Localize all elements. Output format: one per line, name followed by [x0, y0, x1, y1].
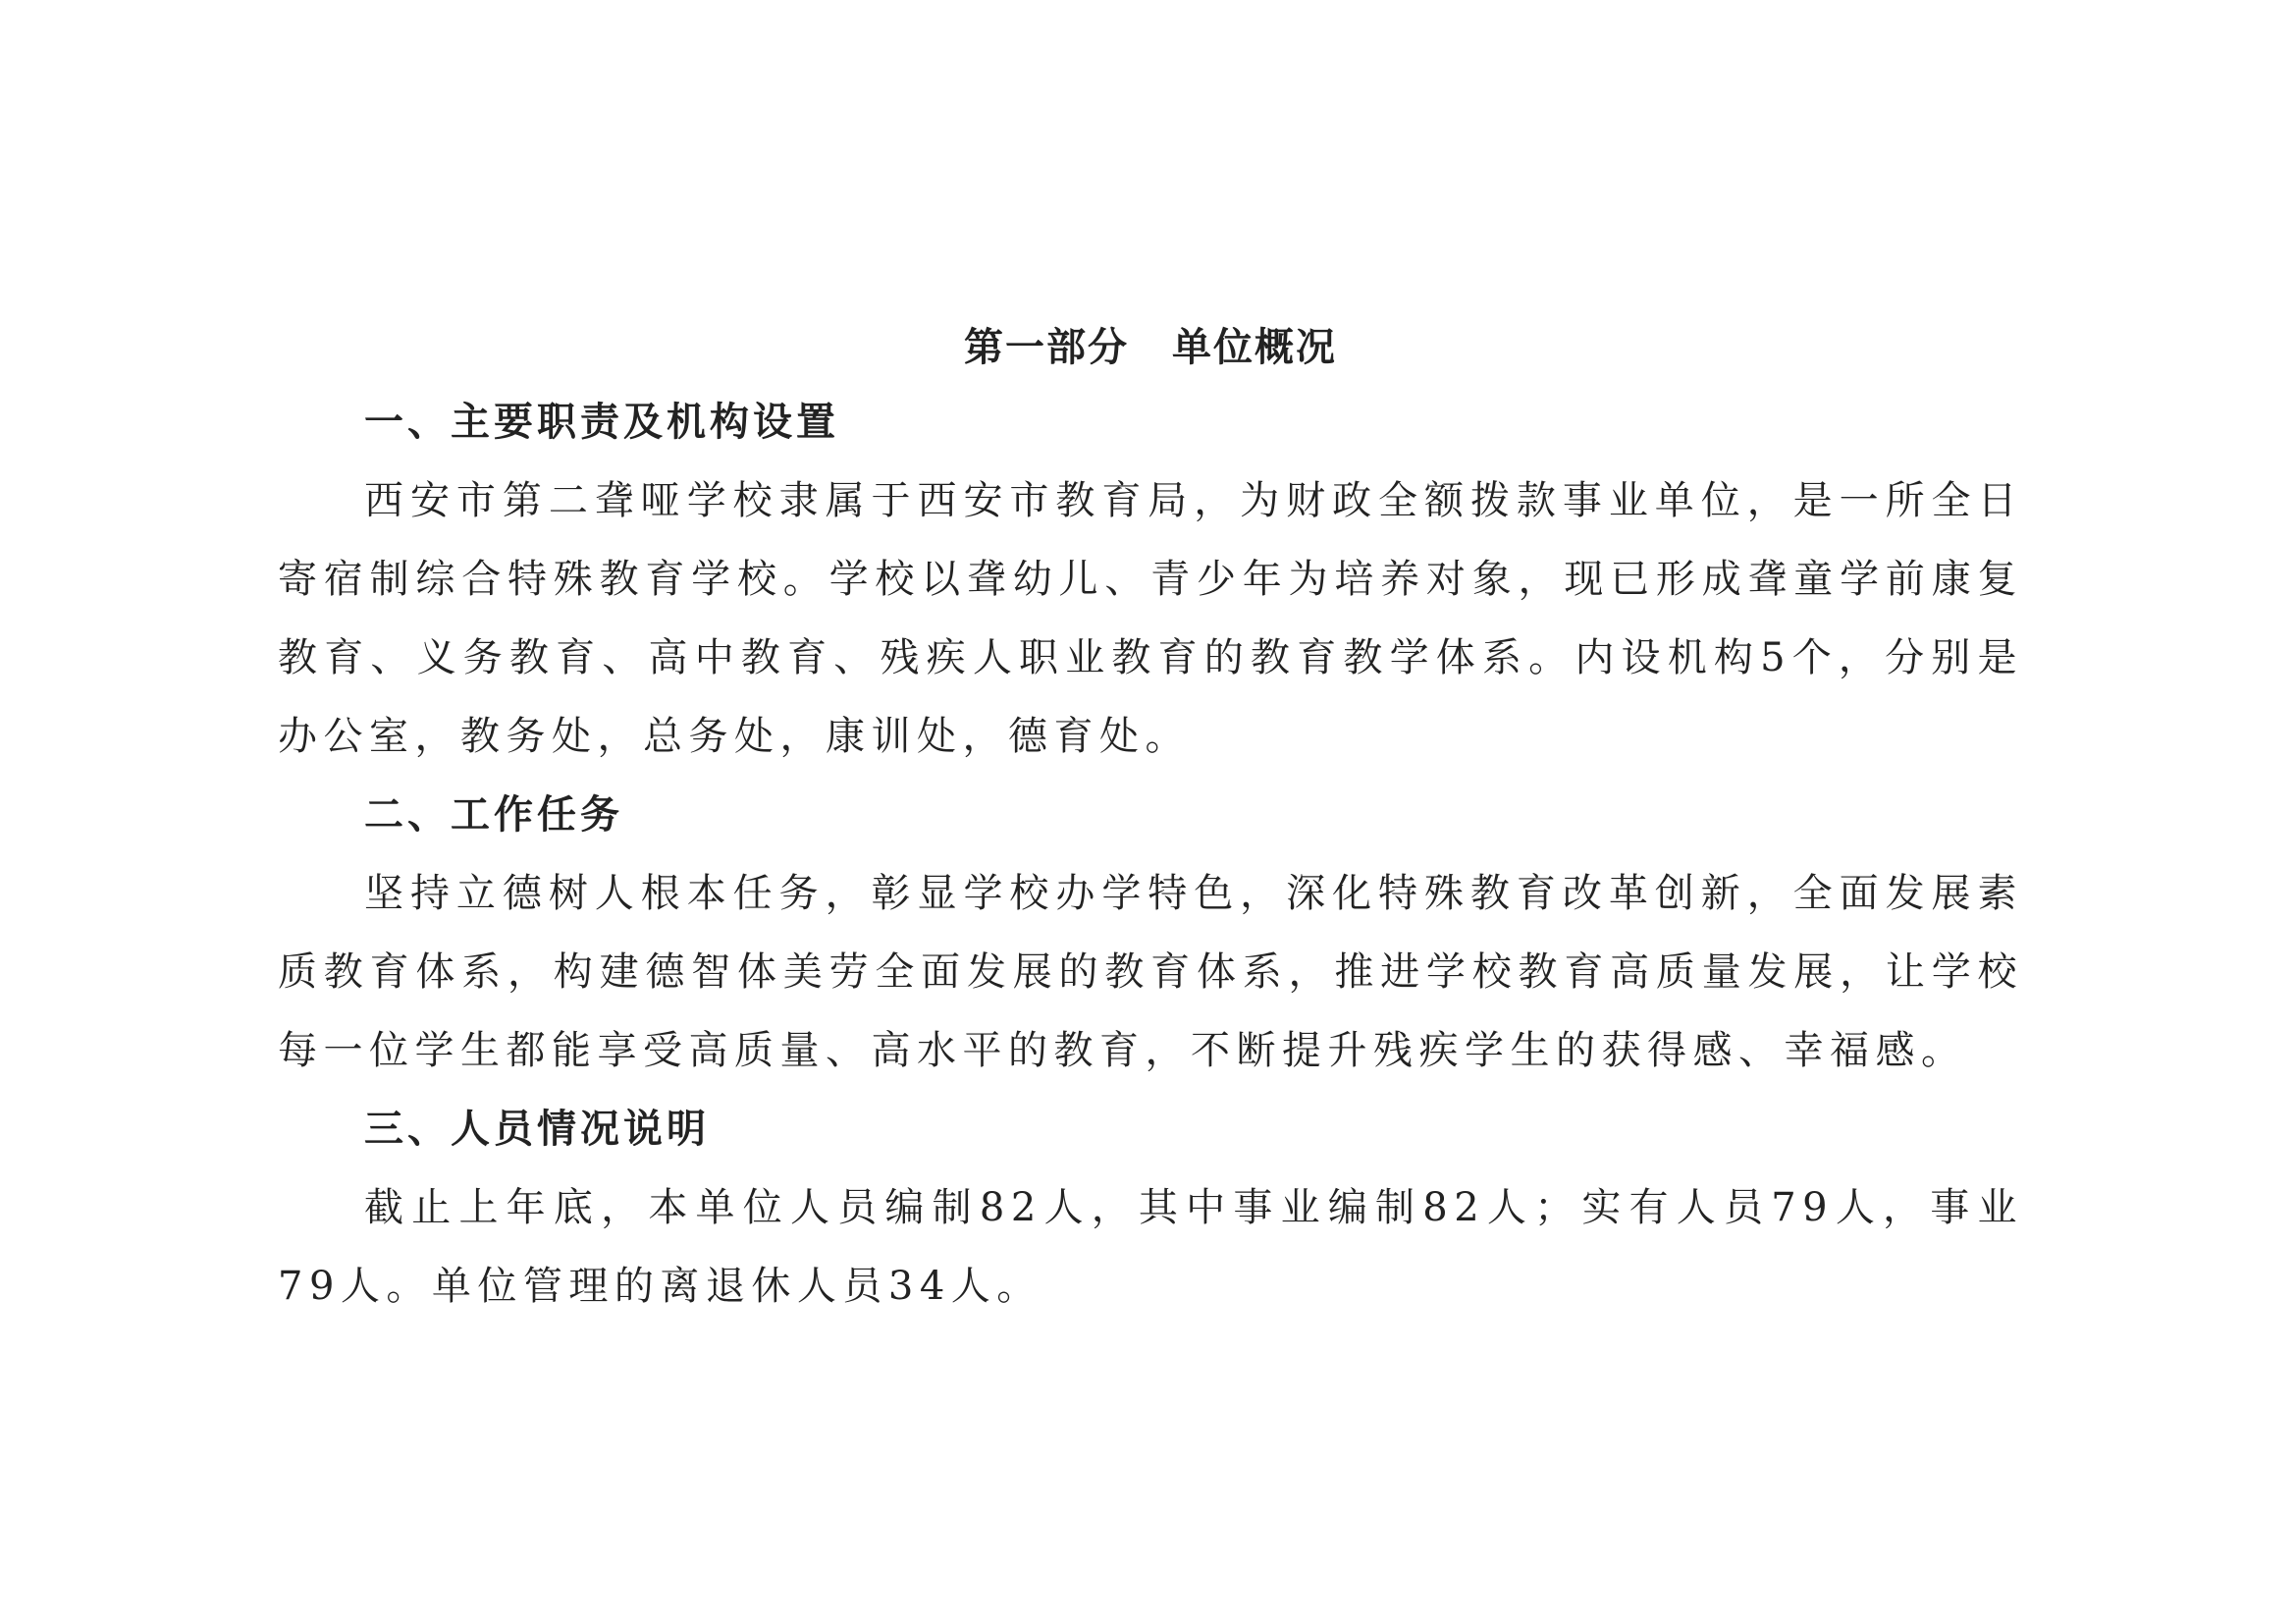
section-paragraph-duties: 西安市第二聋哑学校隶属于西安市教育局，为财政全额拨款事业单位，是一所全日寄宿制综合特殊教育学校。学校以聋幼儿、青少年为培养对象，现已形成聋童学前康复教育、义务教育、高中教育、残疾人职业教育的教育教学体系。内设机构5个，分别是办公室，教务处，总务处，康训处，德育处。 — [278, 478, 2023, 759]
section-heading-tasks: 二、工作任务 — [364, 792, 623, 838]
section-heading-duties: 一、主要职责及机构设置 — [364, 400, 839, 445]
document-body — [278, 312, 2023, 1326]
section-heading-staffing: 三、人员情况说明 — [364, 1107, 710, 1152]
section-paragraph-staffing: 截止上年底，本单位人员编制82人，其中事业编制82人；实有人员79人，事业79人。单位管理的离退休人员34人。 — [278, 1185, 2023, 1309]
title-part: 第一部分 — [964, 325, 1129, 370]
section-paragraph-tasks: 坚持立德树人根本任务，彰显学校办学特色，深化特殊教育改革创新，全面发展素质教育体系，构建德智体美劳全面发展的教育体系，推进学校教育高质量发展，让学校每一位学生都能享受高质量、高水平的教育，不断提升残疾学生的获得感、幸福感。 — [278, 871, 2023, 1073]
document-title — [278, 312, 2023, 383]
title-name: 单位概况 — [1172, 325, 1337, 370]
